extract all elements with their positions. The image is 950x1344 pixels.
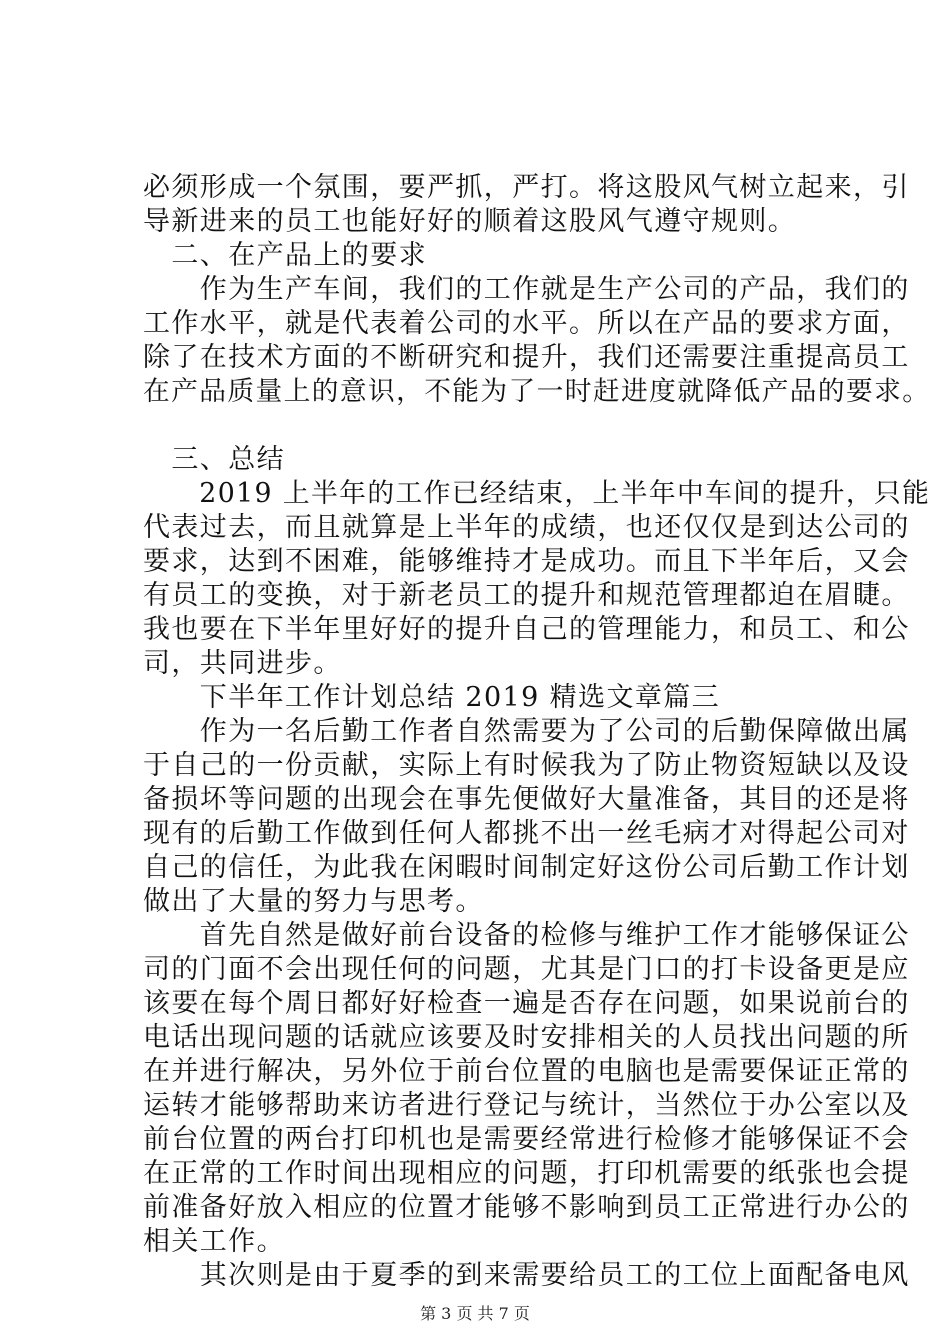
text-line: 我也要在下半年里好好的提升自己的管理能力，和员工、和公 [143,614,910,645]
text-line: 前准备好放入相应的位置才能够不影响到员工正常进行办公的 [143,1192,910,1223]
text-line: 2019 上半年的工作已经结束，上半年中车间的提升，只能 [143,478,931,509]
text-line: 有员工的变换，对于新老员工的提升和规范管理都迫在眉睫。 [143,580,910,611]
text-line: 相关工作。 [143,1226,285,1257]
text-line: 电话出现问题的话就应该要及时安排相关的人员找出问题的所 [143,1022,910,1053]
text-line: 运转才能够帮助来访者进行登记与统计，当然位于办公室以及 [143,1090,910,1121]
text-line: 在产品质量上的意识，不能为了一时赶进度就降低产品的要求。 [143,376,931,407]
article-title: 下半年工作计划总结 2019 精选文章篇三 [143,682,721,713]
text-line: 该要在每个周日都好好检查一遍是否存在问题，如果说前台的 [143,988,910,1019]
text-line: 现有的后勤工作做到任何人都挑不出一丝毛病才对得起公司对 [143,818,910,849]
text-line: 在正常的工作时间出现相应的问题，打印机需要的纸张也会提 [143,1158,910,1189]
text-line: 备损坏等问题的出现会在事先便做好大量准备，其目的还是将 [143,784,910,815]
text-line: 首先自然是做好前台设备的检修与维护工作才能够保证公 [143,920,910,951]
text-line: 代表过去，而且就算是上半年的成绩，也还仅仅是到达公司的 [143,512,910,543]
text-line: 工作水平，就是代表着公司的水平。所以在产品的要求方面， [143,308,910,339]
text-line: 除了在技术方面的不断研究和提升，我们还需要注重提高员工 [143,342,910,373]
text-line: 司，共同进步。 [143,648,342,679]
section-heading-product: 二、在产品上的要求 [143,240,427,271]
section-heading-summary: 三、总结 [143,444,285,475]
text-line: 作为一名后勤工作者自然需要为了公司的后勤保障做出属 [143,716,910,747]
text-line: 司的门面不会出现任何的问题，尤其是门口的打卡设备更是应 [143,954,910,985]
page-number-footer: 第 3 页 共 7 页 [420,1304,530,1323]
text-line: 自己的信任，为此我在闲暇时间制定好这份公司后勤工作计划 [143,852,910,883]
text-line: 其次则是由于夏季的到来需要给员工的工位上面配备电风 [143,1260,910,1291]
text-line: 于自己的一份贡献，实际上有时候我为了防止物资短缺以及设 [143,750,910,781]
text-line: 要求，达到不困难，能够维持才是成功。而且下半年后，又会 [143,546,910,577]
text-line: 必须形成一个氛围，要严抓，严打。将这股风气树立起来，引 [143,172,910,203]
text-line: 作为生产车间，我们的工作就是生产公司的产品，我们的 [143,274,910,305]
text-line: 在并进行解决，另外位于前台位置的电脑也是需要保证正常的 [143,1056,910,1087]
text-line: 前台位置的两台打印机也是需要经常进行检修才能够保证不会 [143,1124,910,1155]
text-line: 做出了大量的努力与思考。 [143,886,484,917]
text-line: 导新进来的员工也能好好的顺着这股风气遵守规则。 [143,206,797,237]
